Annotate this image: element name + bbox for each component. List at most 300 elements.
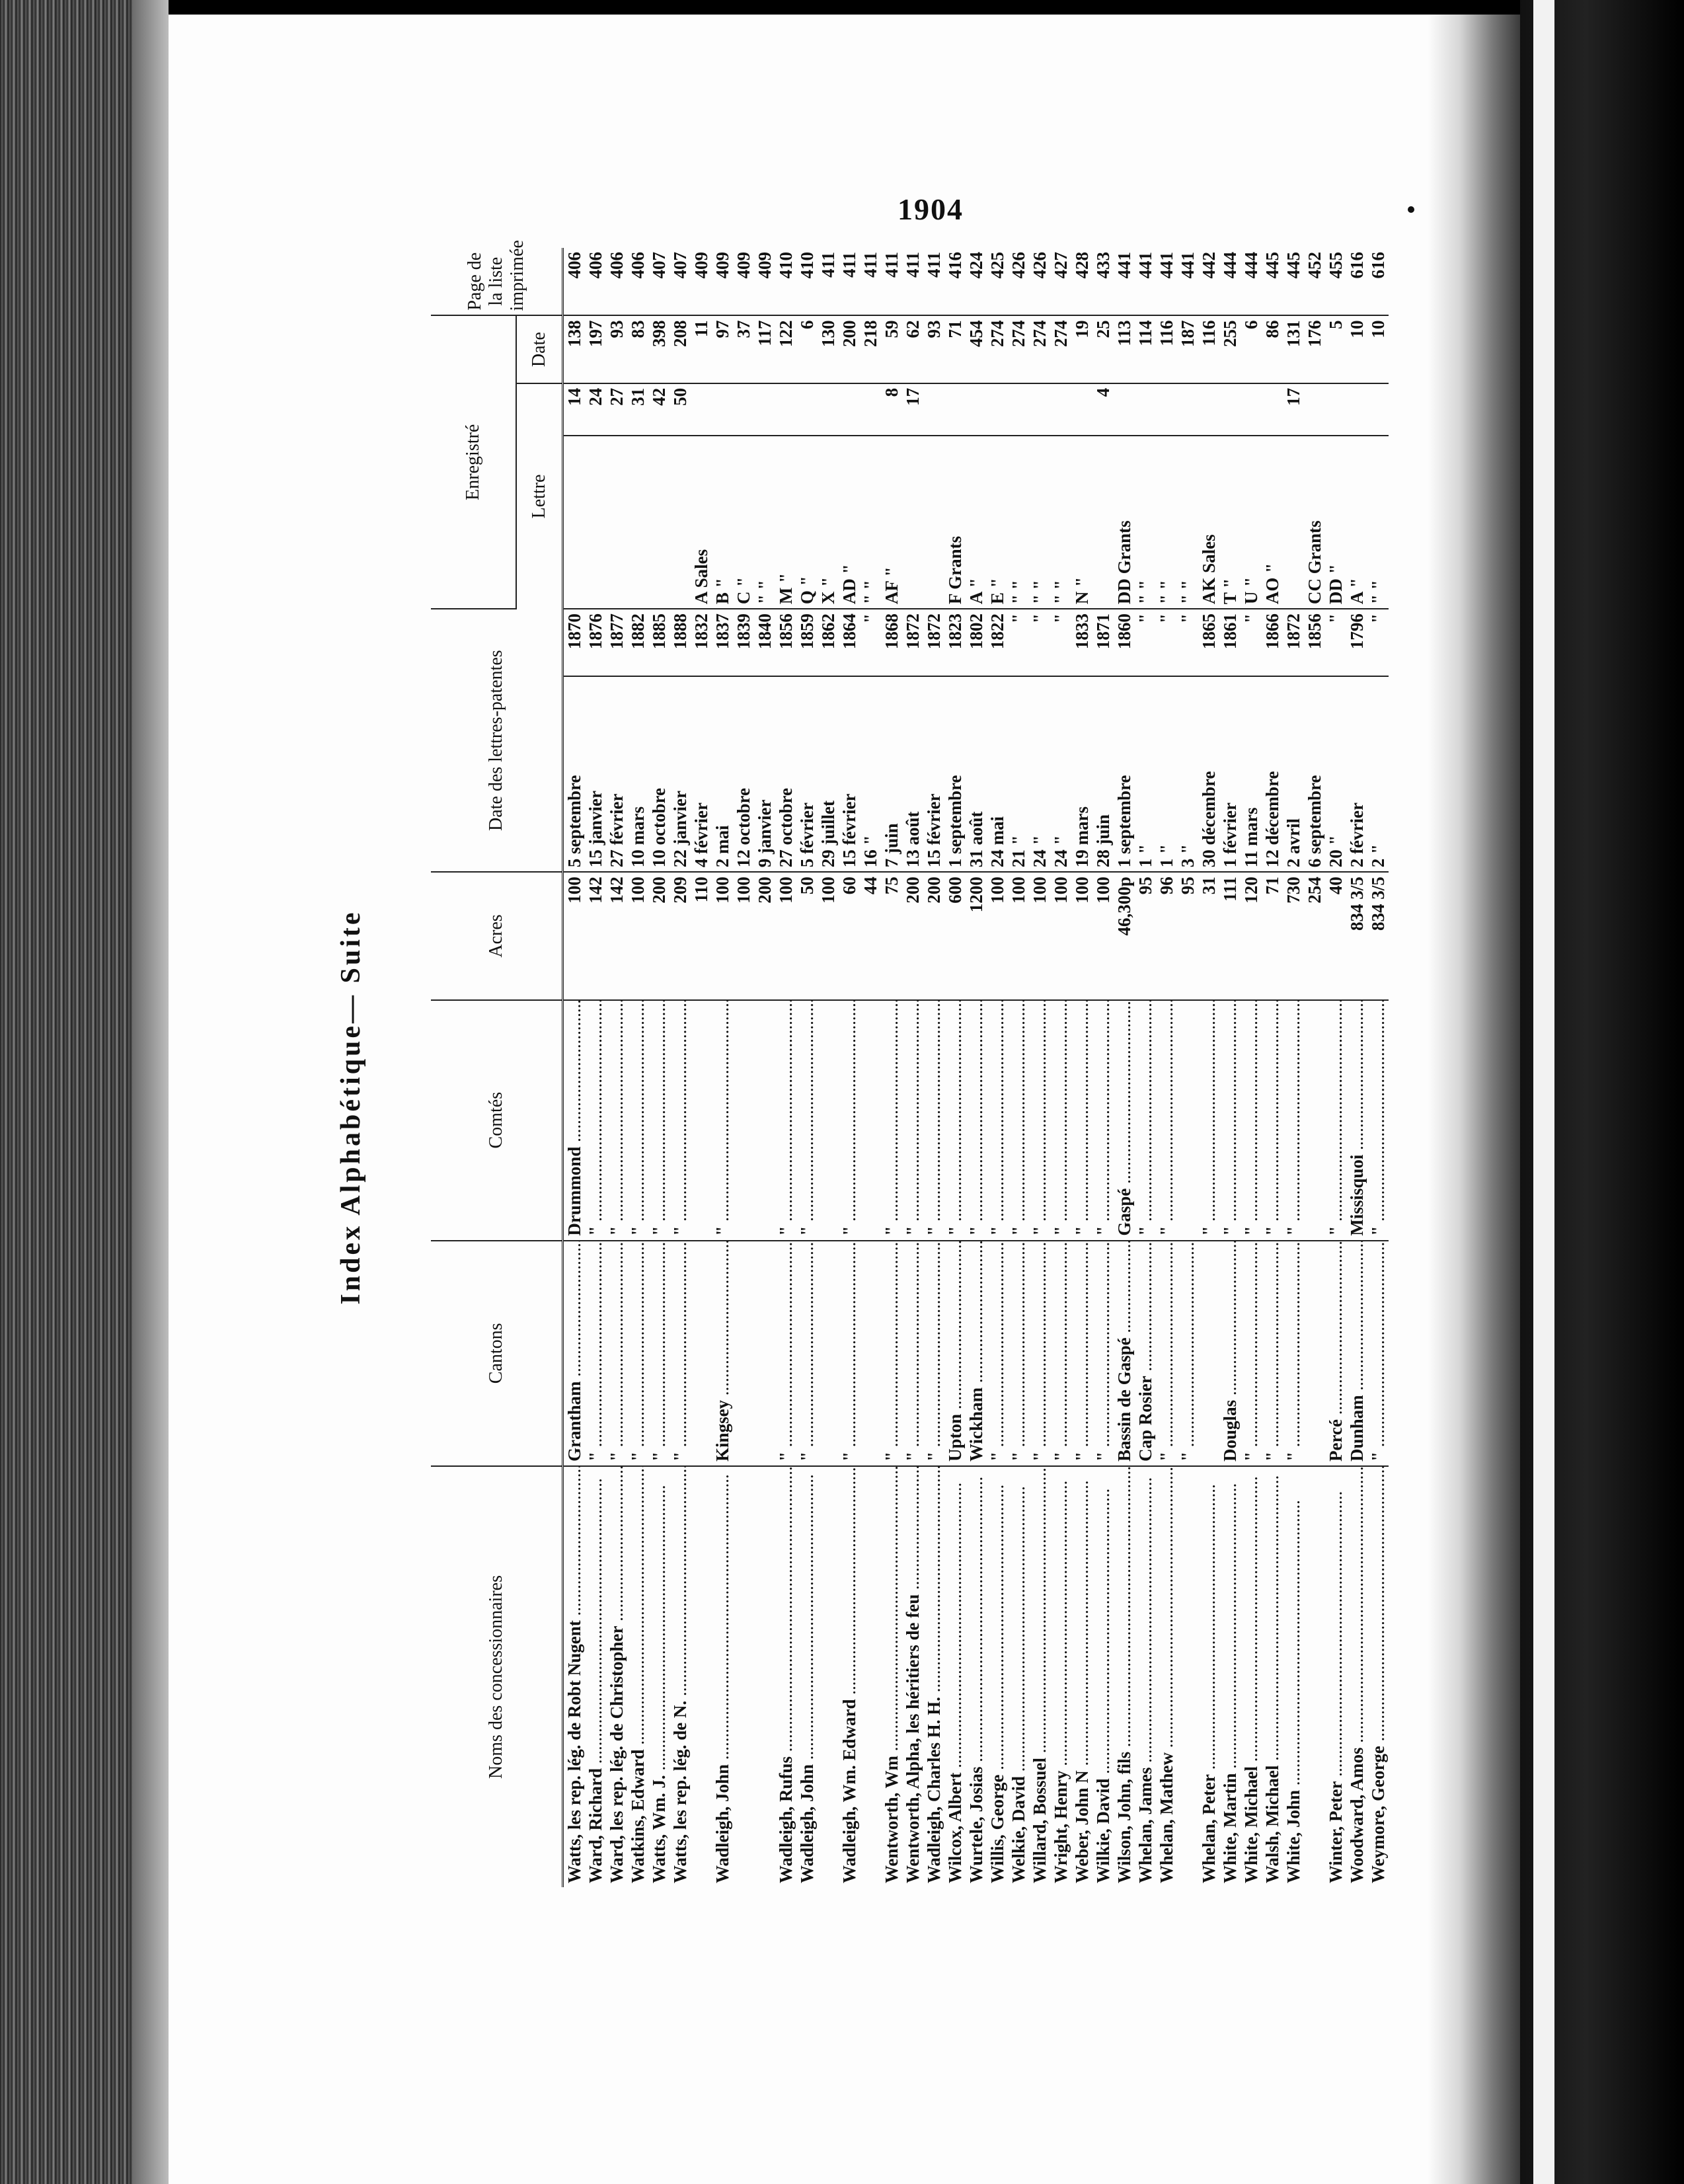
cell-nom: [691, 1466, 712, 1887]
cell-lettre: C ": [733, 436, 754, 609]
cell-lettre: A Sales: [691, 436, 712, 609]
cell-num: [818, 383, 839, 436]
cell-jour-mois: 7 juin: [881, 676, 902, 872]
ledger-table-area: [431, 240, 1469, 1887]
cell-num: [796, 383, 818, 436]
cell-jour-mois: 2 février: [1346, 676, 1367, 872]
cell-date: 62: [902, 315, 923, 383]
cell-jour-mois: 1 février: [1219, 676, 1241, 872]
cell-acres: 95: [1135, 872, 1156, 999]
cell-annee: 1861: [1219, 609, 1241, 676]
cell-page: 427: [1050, 248, 1071, 315]
cell-num: [1156, 383, 1177, 436]
table-row: [1135, 248, 1156, 1887]
cell-page: 452: [1304, 248, 1325, 315]
cell-annee: 1864: [839, 609, 860, 676]
cell-lettre: [563, 436, 586, 609]
cell-jour-mois: 10 mars: [627, 676, 648, 872]
cell-nom: Ward, les rep. lég. de Christopher .....: [606, 1466, 627, 1887]
cell-page: 616: [1346, 248, 1367, 315]
cell-annee: 1882: [627, 609, 648, 676]
cell-canton: " .....: [627, 1241, 648, 1466]
cell-date: 200: [839, 315, 860, 383]
cell-lettre: [627, 436, 648, 609]
cell-acres: 142: [606, 872, 627, 999]
cell-canton: " .....: [839, 1241, 860, 1466]
cell-page: 406: [585, 248, 606, 315]
cell-num: [1219, 383, 1241, 436]
cell-acres: 31: [1198, 872, 1219, 999]
cell-acres: 200: [648, 872, 670, 999]
cell-jour-mois: 4 février: [691, 676, 712, 872]
cell-num: [1367, 383, 1389, 436]
table-row: [712, 248, 733, 1887]
cell-page: 441: [1135, 248, 1156, 315]
cell-date: 97: [712, 315, 733, 383]
cell-page: 428: [1071, 248, 1092, 315]
cell-canton: Wickham .....: [966, 1241, 987, 1466]
cell-date: 114: [1135, 315, 1156, 383]
cell-num: [1114, 383, 1135, 436]
cell-nom: Watts, les rep. lég. de Robt Nugent .....: [563, 1466, 586, 1887]
cell-date: 93: [923, 315, 944, 383]
cell-page: 411: [818, 248, 839, 315]
cell-date: 6: [796, 315, 818, 383]
cell-comte: " .....: [902, 1000, 923, 1241]
cell-canton: Percé .....: [1325, 1241, 1346, 1466]
cell-comte: " .....: [1198, 1000, 1219, 1241]
cell-date: 113: [1114, 315, 1135, 383]
cell-lettre: " ": [1177, 436, 1198, 609]
cell-acres: 200: [754, 872, 775, 999]
cell-num: [1008, 383, 1029, 436]
cell-page: 444: [1219, 248, 1241, 315]
cell-comte: " .....: [1283, 1000, 1304, 1241]
cell-annee: 1832: [691, 609, 712, 676]
cell-lettre: AF ": [881, 436, 902, 609]
cell-num: [987, 383, 1008, 436]
cell-jour-mois: 5 février: [796, 676, 818, 872]
cell-nom: Weymore, George .....: [1367, 1466, 1389, 1887]
table-row: [1241, 248, 1262, 1887]
cell-comte: " .....: [944, 1000, 966, 1241]
cell-canton: " .....: [923, 1241, 944, 1466]
cell-comte: [733, 1000, 754, 1241]
table-row: [881, 248, 902, 1887]
cell-comte: " .....: [966, 1000, 987, 1241]
cell-nom: Watts, les rep. lég. de N. .....: [670, 1466, 691, 1887]
cell-jour-mois: 11 mars: [1241, 676, 1262, 872]
table-row: [1008, 248, 1029, 1887]
cell-date: 398: [648, 315, 670, 383]
cell-canton: " .....: [1071, 1241, 1092, 1466]
cell-page: 411: [902, 248, 923, 315]
cell-jour-mois: 2 avril: [1283, 676, 1304, 872]
cell-num: [1346, 383, 1367, 436]
header-cantons: Cantons: [431, 1241, 563, 1466]
cell-annee: 1862: [818, 609, 839, 676]
cell-page: 409: [733, 248, 754, 315]
cell-canton: [733, 1241, 754, 1466]
page-number: 1904: [898, 192, 964, 226]
cell-lettre: A ": [1346, 436, 1367, 609]
cell-nom: [818, 1466, 839, 1887]
cell-num: [923, 383, 944, 436]
ink-dot: [1408, 206, 1414, 213]
table-row: [691, 248, 712, 1887]
cell-comte: " .....: [839, 1000, 860, 1241]
cell-jour-mois: 2 ": [1367, 676, 1389, 872]
cell-comte: " .....: [585, 1000, 606, 1241]
cell-num: [1050, 383, 1071, 436]
cell-annee: 1840: [754, 609, 775, 676]
cell-annee: 1823: [944, 609, 966, 676]
cell-comte: " .....: [1241, 1000, 1262, 1241]
cell-page: 424: [966, 248, 987, 315]
cell-canton: " .....: [1262, 1241, 1283, 1466]
cell-comte: " .....: [1262, 1000, 1283, 1241]
cell-date: 10: [1346, 315, 1367, 383]
table-row: [1029, 248, 1050, 1887]
cell-nom: [1304, 1466, 1325, 1887]
cell-jour-mois: 10 octobre: [648, 676, 670, 872]
book-edge-left: [0, 0, 132, 2184]
cell-nom: Wilkie, David .....: [1092, 1466, 1114, 1887]
book-edge-gutter: [132, 0, 169, 2184]
table-row: [1198, 248, 1219, 1887]
cell-annee: 1871: [1092, 609, 1114, 676]
cell-annee: 1877: [606, 609, 627, 676]
ledger-table: [431, 240, 1389, 1887]
cell-annee: ": [1156, 609, 1177, 676]
cell-nom: Willard, Bossuel .....: [1029, 1466, 1050, 1887]
cell-num: [1262, 383, 1283, 436]
cell-lettre: A ": [966, 436, 987, 609]
cell-acres: 100: [775, 872, 796, 999]
table-row: [1156, 248, 1177, 1887]
cell-annee: ": [1367, 609, 1389, 676]
cell-jour-mois: 2 mai: [712, 676, 733, 872]
cell-lettre: T ": [1219, 436, 1241, 609]
cell-canton: " .....: [1241, 1241, 1262, 1466]
cell-acres: 100: [1071, 872, 1092, 999]
cell-page: 411: [881, 248, 902, 315]
cell-nom: [754, 1466, 775, 1887]
cell-jour-mois: 24 mai: [987, 676, 1008, 872]
cell-canton: Upton .....: [944, 1241, 966, 1466]
cell-annee: 1876: [585, 609, 606, 676]
cell-acres: 100: [733, 872, 754, 999]
cell-canton: " .....: [606, 1241, 627, 1466]
cell-acres: 95: [1177, 872, 1198, 999]
table-row: [1283, 248, 1304, 1887]
cell-num: 27: [606, 383, 627, 436]
cell-annee: 1802: [966, 609, 987, 676]
table-row: [796, 248, 818, 1887]
cell-lettre: B ": [712, 436, 733, 609]
cell-lettre: DD Grants: [1114, 436, 1135, 609]
cell-acres: 100: [987, 872, 1008, 999]
cell-page: 409: [691, 248, 712, 315]
cell-annee: 1837: [712, 609, 733, 676]
cell-canton: Grantham .....: [563, 1241, 586, 1466]
cell-comte: Missisquoi .....: [1346, 1000, 1367, 1241]
cell-page: 407: [670, 248, 691, 315]
cell-jour-mois: 27 octobre: [775, 676, 796, 872]
cell-jour-mois: 16 ": [860, 676, 881, 872]
table-row: [606, 248, 627, 1887]
cell-canton: " .....: [775, 1241, 796, 1466]
cell-comte: " .....: [606, 1000, 627, 1241]
cell-comte: [1304, 1000, 1325, 1241]
cell-canton: Cap Rosier .....: [1135, 1241, 1156, 1466]
cell-canton: " .....: [796, 1241, 818, 1466]
cell-lettre: X ": [818, 436, 839, 609]
header-date-lettres: Date des lettres-patentes: [431, 609, 563, 872]
cell-jour-mois: 15 janvier: [585, 676, 606, 872]
cell-num: [1029, 383, 1050, 436]
cell-page: 441: [1177, 248, 1198, 315]
cell-comte: " .....: [1325, 1000, 1346, 1241]
cell-comte: " .....: [1008, 1000, 1029, 1241]
cell-nom: White, Martin .....: [1219, 1466, 1241, 1887]
cell-page: 445: [1262, 248, 1283, 315]
cell-lettre: AD ": [839, 436, 860, 609]
cell-nom: Wurtele, Josias .....: [966, 1466, 987, 1887]
cell-lettre: " ": [860, 436, 881, 609]
cell-num: [1325, 383, 1346, 436]
cell-num: 17: [1283, 383, 1304, 436]
cell-comte: " .....: [923, 1000, 944, 1241]
header-acres: Acres: [431, 872, 563, 999]
table-row: [648, 248, 670, 1887]
cell-date: 274: [1008, 315, 1029, 383]
cell-date: 454: [966, 315, 987, 383]
cell-page: 426: [1029, 248, 1050, 315]
cell-lettre: [923, 436, 944, 609]
cell-acres: 100: [1029, 872, 1050, 999]
cell-canton: " .....: [881, 1241, 902, 1466]
cell-jour-mois: 19 mars: [1071, 676, 1092, 872]
cell-lettre: AK Sales: [1198, 436, 1219, 609]
cell-acres: 100: [1092, 872, 1114, 999]
cell-nom: Wentworth, Wm .....: [881, 1466, 902, 1887]
cell-nom: Whelan, James .....: [1135, 1466, 1156, 1887]
cell-canton: [1304, 1241, 1325, 1466]
cell-page: 411: [860, 248, 881, 315]
cell-annee: 1833: [1071, 609, 1092, 676]
cell-annee: 1796: [1346, 609, 1367, 676]
cell-jour-mois: 9 janvier: [754, 676, 775, 872]
cell-date: 116: [1198, 315, 1219, 383]
cell-annee: 1888: [670, 609, 691, 676]
cell-comte: " .....: [987, 1000, 1008, 1241]
cell-lettre: CC Grants: [1304, 436, 1325, 609]
cell-nom: Whelan, Peter .....: [1198, 1466, 1219, 1887]
cell-acres: 730: [1283, 872, 1304, 999]
cell-page: 441: [1114, 248, 1135, 315]
cell-acres: 254: [1304, 872, 1325, 999]
cell-annee: 1872: [902, 609, 923, 676]
table-row: [627, 248, 648, 1887]
table-row: [1050, 248, 1071, 1887]
cell-canton: " .....: [1008, 1241, 1029, 1466]
table-row: [1262, 248, 1283, 1887]
cell-canton: " .....: [1029, 1241, 1050, 1466]
cell-nom: Welkie, David .....: [1008, 1466, 1029, 1887]
cell-comte: " .....: [881, 1000, 902, 1241]
cell-page: 407: [648, 248, 670, 315]
header-date: Date: [516, 315, 563, 383]
cell-acres: 100: [1050, 872, 1071, 999]
cell-jour-mois: 22 janvier: [670, 676, 691, 872]
cell-num: 14: [563, 383, 586, 436]
cell-nom: [1177, 1466, 1198, 1887]
cell-nom: Winter, Peter .....: [1325, 1466, 1346, 1887]
cell-annee: 1870: [563, 609, 586, 676]
cell-acres: 600: [944, 872, 966, 999]
table-row: [860, 248, 881, 1887]
cell-num: [691, 383, 712, 436]
cell-annee: 1822: [987, 609, 1008, 676]
cell-comte: " .....: [796, 1000, 818, 1241]
header-lettre: Lettre: [516, 383, 563, 609]
table-row: [1071, 248, 1092, 1887]
cell-annee: 1856: [1304, 609, 1325, 676]
cell-num: [1241, 383, 1262, 436]
cell-canton: [818, 1241, 839, 1466]
table-row: [775, 248, 796, 1887]
cell-date: 71: [944, 315, 966, 383]
cell-lettre: [606, 436, 627, 609]
cell-canton: " .....: [1050, 1241, 1071, 1466]
cell-canton: [754, 1241, 775, 1466]
cell-date: 6: [1241, 315, 1262, 383]
cell-canton: " .....: [1367, 1241, 1389, 1466]
cell-num: 17: [902, 383, 923, 436]
cell-acres: 50: [796, 872, 818, 999]
cell-date: 130: [818, 315, 839, 383]
cell-lettre: " ": [1156, 436, 1177, 609]
cell-canton: [691, 1241, 712, 1466]
cell-jour-mois: 20 ": [1325, 676, 1346, 872]
cell-num: 4: [1092, 383, 1114, 436]
cell-acres: 111: [1219, 872, 1241, 999]
cell-nom: Wentworth, Alpha, les héritiers de feu .....: [902, 1466, 923, 1887]
cell-date: 117: [754, 315, 775, 383]
page-title: Index Alphabétique— Suite: [336, 910, 366, 1305]
cell-canton: Douglas .....: [1219, 1241, 1241, 1466]
cell-date: 10: [1367, 315, 1389, 383]
cell-num: 50: [670, 383, 691, 436]
cell-jour-mois: 27 février: [606, 676, 627, 872]
table-row: [1177, 248, 1198, 1887]
cell-date: 83: [627, 315, 648, 383]
cell-jour-mois: 21 ": [1008, 676, 1029, 872]
cell-num: 31: [627, 383, 648, 436]
cell-date: 122: [775, 315, 796, 383]
cell-num: [860, 383, 881, 436]
table-row: [818, 248, 839, 1887]
table-row: [1325, 248, 1346, 1887]
cell-page: 416: [944, 248, 966, 315]
cell-nom: Whelan, Mathew .....: [1156, 1466, 1177, 1887]
cell-jour-mois: 15 février: [923, 676, 944, 872]
cell-nom: Walsh, Michael .....: [1262, 1466, 1283, 1887]
cell-acres: 110: [691, 872, 712, 999]
cell-acres: 209: [670, 872, 691, 999]
cell-jour-mois: 24 ": [1029, 676, 1050, 872]
cell-lettre: Q ": [796, 436, 818, 609]
cell-canton: [1198, 1241, 1219, 1466]
cell-jour-mois: 6 septembre: [1304, 676, 1325, 872]
cell-annee: ": [1008, 609, 1029, 676]
cell-nom: Wright, Henry .....: [1050, 1466, 1071, 1887]
cell-nom: Wadleigh, Rufus .....: [775, 1466, 796, 1887]
header-comtes: Comtés: [431, 1000, 563, 1241]
cell-lettre: DD ": [1325, 436, 1346, 609]
cell-canton: " .....: [1156, 1241, 1177, 1466]
cell-date: 274: [1050, 315, 1071, 383]
cell-date: 86: [1262, 315, 1283, 383]
cell-num: [733, 383, 754, 436]
table-row: [1092, 248, 1114, 1887]
cell-acres: 100: [1008, 872, 1029, 999]
cell-annee: ": [860, 609, 881, 676]
cell-comte: Drummond .....: [563, 1000, 586, 1241]
cell-annee: ": [1241, 609, 1262, 676]
table-row: [987, 248, 1008, 1887]
cell-page: 426: [1008, 248, 1029, 315]
cell-comte: " .....: [1050, 1000, 1071, 1241]
table-row: [923, 248, 944, 1887]
table-row: [902, 248, 923, 1887]
cell-annee: 1872: [923, 609, 944, 676]
cell-acres: 834 3/5: [1367, 872, 1389, 999]
table-row: [1346, 248, 1367, 1887]
cell-nom: White, Michael .....: [1241, 1466, 1262, 1887]
cell-acres: 100: [818, 872, 839, 999]
cell-lettre: " ": [1135, 436, 1156, 609]
cell-date: 218: [860, 315, 881, 383]
cell-num: 42: [648, 383, 670, 436]
cell-date: 255: [1219, 315, 1241, 383]
cell-nom: [860, 1466, 881, 1887]
cell-comte: " .....: [670, 1000, 691, 1241]
cell-annee: ": [1135, 609, 1156, 676]
cell-page: 410: [775, 248, 796, 315]
cell-page: 409: [712, 248, 733, 315]
cell-date: 25: [1092, 315, 1114, 383]
cell-comte: [754, 1000, 775, 1241]
cell-jour-mois: 29 juillet: [818, 676, 839, 872]
cell-num: [1071, 383, 1092, 436]
cell-date: 176: [1304, 315, 1325, 383]
cell-acres: 200: [923, 872, 944, 999]
cell-page: 409: [754, 248, 775, 315]
cell-comte: " .....: [712, 1000, 733, 1241]
cell-lettre: M ": [775, 436, 796, 609]
cell-jour-mois: 1 ": [1135, 676, 1156, 872]
header-noms: Noms des concessionnaires: [486, 1575, 506, 1779]
cell-canton: Bassin de Gaspé .....: [1114, 1241, 1135, 1466]
cell-nom: Watts, Wm. J. .....: [648, 1466, 670, 1887]
cell-num: [775, 383, 796, 436]
cell-page: 406: [627, 248, 648, 315]
cell-acres: 60: [839, 872, 860, 999]
cell-lettre: F Grants: [944, 436, 966, 609]
cell-num: 8: [881, 383, 902, 436]
